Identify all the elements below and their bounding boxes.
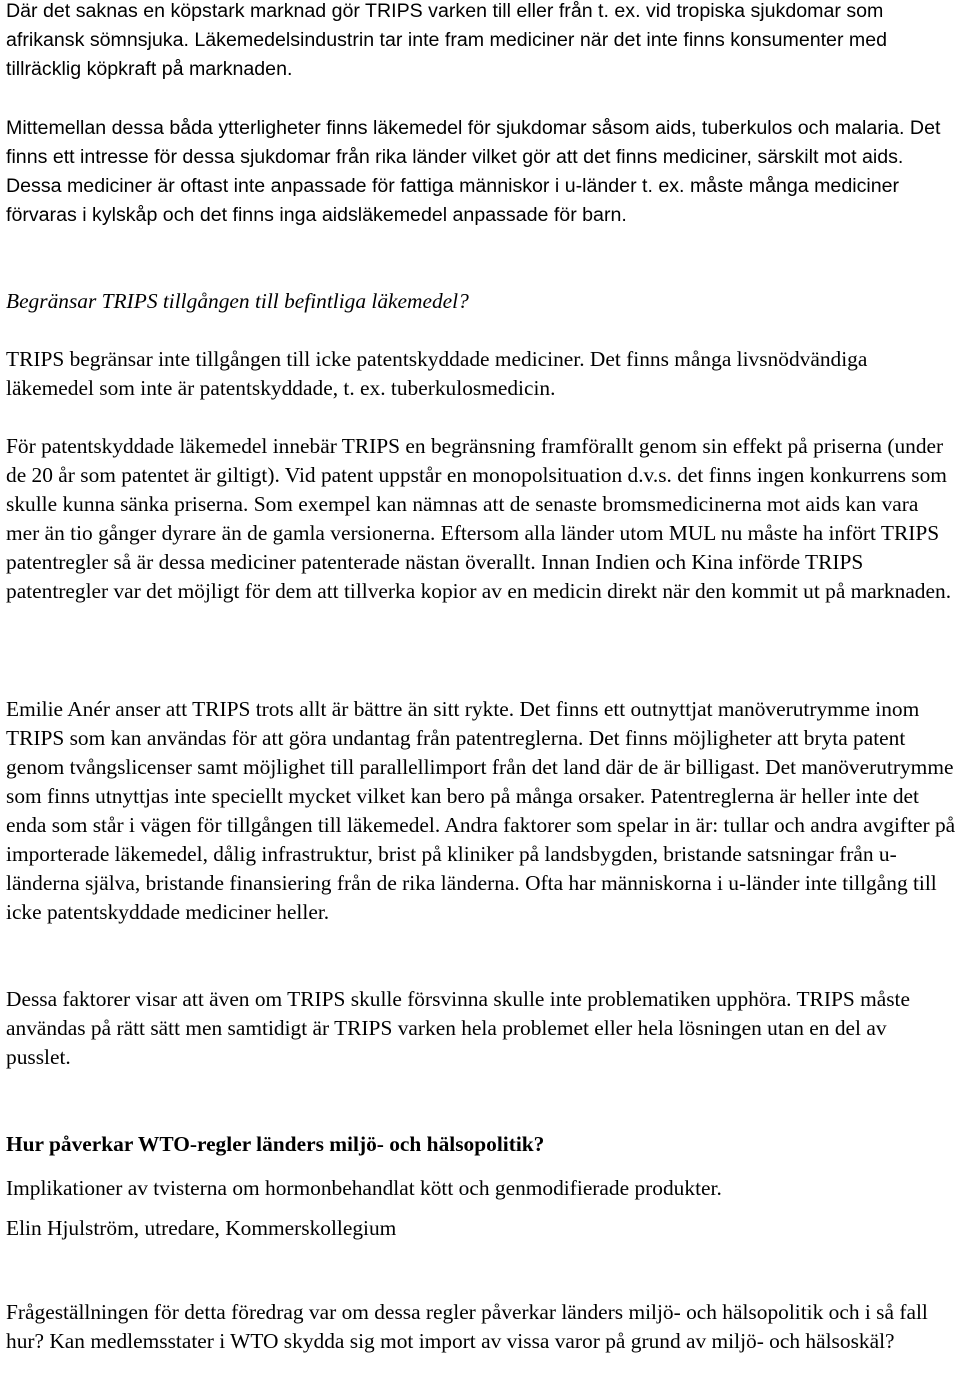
paragraph-patented-medicines: För patentskyddade läkemedel innebär TRIPS en begränsning framförallt genom sin effekt på priserna (under de 20 år som patentet är giltigt). Vid patent uppstår en monopolsituation d.v.s. det finns ingen konkurrens som skulle kunna sänka priserna. Som exempel kan nämnas att de senaste bromsmedicinerna mot aids kan vara mer än tio gånger dyrare än de gamla versionerna. Eftersom alla länder utom MUL nu måste ha infört TRIPS patentregler så är dessa mediciner patenterade nästan överallt. Innan Indien och Kina införde TRIPS patentregler var det möjligt för dem att tillverka kopior av en medicin direkt när den kommit ut på marknaden. (6, 434, 952, 603)
section-heading: Hur påverkar WTO-regler länders miljö- och hälsopolitik? (6, 1132, 545, 1156)
paragraph-question-statement: Frågeställningen för detta föredrag var om dessa regler påverkar länders miljö- och hälsopolitik och i så fall hur? Kan medlemsstater i WTO skydda sig mot import av vissa varor på grund av miljö- och hälsoskäl? (6, 1300, 928, 1353)
section-question: Begränsar TRIPS tillgången till befintliga läkemedel? (6, 289, 469, 313)
author-line: Elin Hjulström, utredare, Kommerskollegium (6, 1216, 397, 1240)
paragraph-non-patented-medicines: TRIPS begränsar inte tillgången till icke patentskyddade mediciner. Det finns många livsnödvändiga läkemedel som inte är patentskyddade, t. ex. tuberkulosmedicin. (6, 347, 868, 400)
paragraph-aids-tuberculosis-malaria: Mittemellan dessa båda ytterligheter finns läkemedel för sjukdomar såsom aids, tuberkulos och malaria. Det finns ett intresse för dessa sjukdomar från rika länder vilket gör att det finns mediciner, särskilt mot aids. Dessa mediciner är oftast inte anpassade för fattiga människor i u-länder t. ex. måste många mediciner förvaras i kylskåp och det finns inga aidsläkemedel anpassade för barn. (6, 117, 941, 226)
paragraph-conclusion: Dessa faktorer visar att även om TRIPS skulle försvinna skulle inte problematiken upphöra. TRIPS måste användas på rätt sätt men samtidigt är TRIPS varken hela problemet eller hela lösningen utan en del av pusslet. (6, 987, 910, 1069)
section-subtitle: Implikationer av tvisterna om hormonbehandlat kött och genmodifierade produkter. (6, 1176, 722, 1200)
paragraph-emilie-aner: Emilie Anér anser att TRIPS trots allt är bättre än sitt rykte. Det finns ett outnyttjat manöverutrymme inom TRIPS som kan användas för att göra undantag från patentreglerna. Det finns möjligheter att bryta patent genom tvångslicenser samt möjlighet till parallellimport från det land där de är billigast. Det manöverutrymme som finns utnyttjas inte speciellt mycket vilket kan bero på många orsaker. Patentreglerna är heller inte det enda som står i vägen för tillgången till läkemedel. Andra faktorer som spelar in är: tullar och andra avgifter på importerade läkemedel, dålig infrastruktur, brist på kliniker på landsbygden, bristande satsningar från u-länderna själva, bristande finansiering från de rika länderna. Ofta har människorna i u-länder inte tillgång till icke patentskyddade mediciner heller. (6, 697, 956, 924)
paragraph-tropical-diseases: Där det saknas en köpstark marknad gör TRIPS varken till eller från t. ex. vid tropiska sjukdomar som afrikansk sömnsjuka. Läkemedelsindustrin tar inte fram mediciner när det inte finns konsumenter med tillräcklig köpkraft på marknaden. (6, 0, 888, 80)
